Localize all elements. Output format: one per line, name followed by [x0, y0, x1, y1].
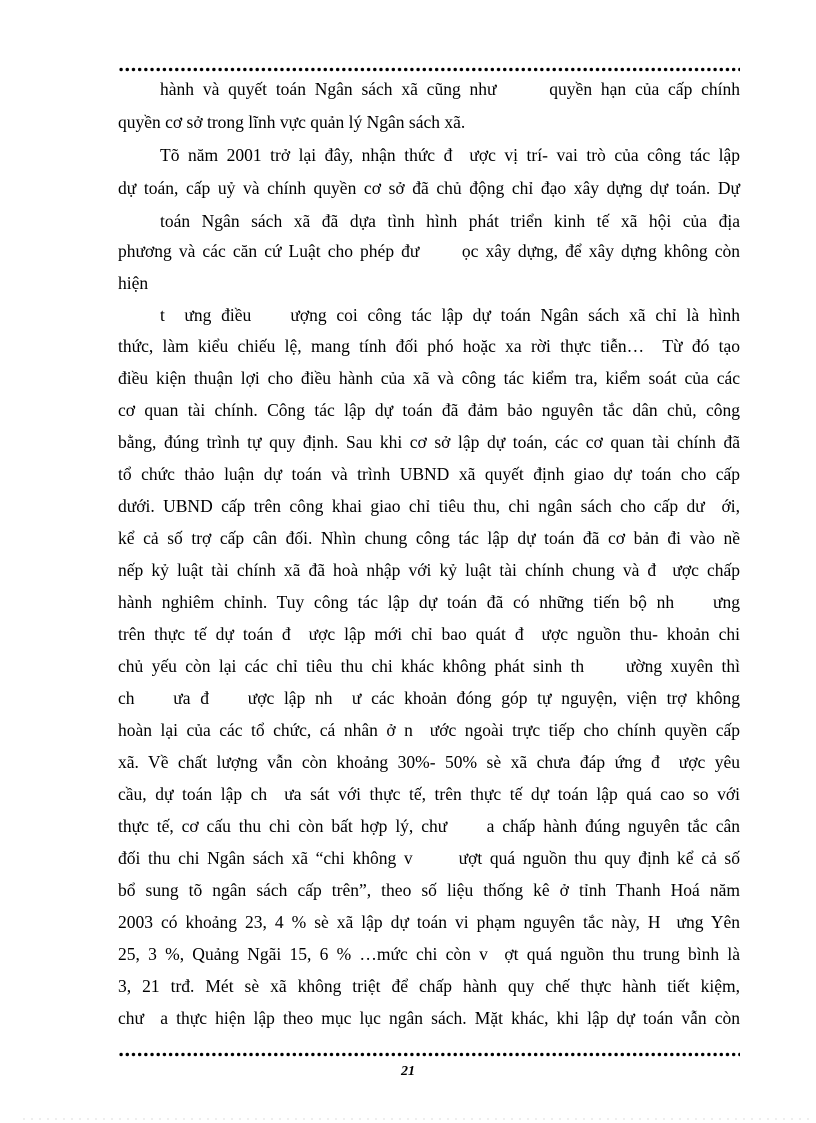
text-line: điều kiện thuận lợi cho điều hành của xã và công tác kiểm tra, kiểm soát của các	[118, 368, 740, 388]
text-line: 2003 có khoảng 23, 4 % sè xã lập dự toán vi phạm nguyên tắc này, H ưng Yên	[118, 912, 740, 932]
text-line: bổ sung tõ ngân sách cấp trên”, theo số liệu thống kê ở tỉnh Thanh Hoá năm	[118, 880, 740, 900]
text-line: nếp kỷ luật tài chính xã đã hoà nhập với kỷ luật tài chính chung và đ ược chấp	[118, 560, 740, 580]
text-line: bằng, đúng trình tự quy định. Sau khi cơ sở lập dự toán, các cơ quan tài chính đã	[118, 432, 740, 452]
text-line: 3, 21 trđ. Mét sè xã không triệt để chấp hành quy chế thực hành tiết kiệm,	[118, 976, 740, 996]
text-line: hành nghiêm chỉnh. Tuy công tác lập dự toán đã có những tiến bộ nh ưng	[118, 592, 740, 612]
text-line: thức, làm kiểu chiếu lệ, mang tính đối phó hoặc xa rời thực tiễn… Từ đó tạo	[118, 336, 740, 356]
text-line: quyền cơ sở trong lĩnh vực quản lý Ngân sách xã.	[118, 112, 466, 132]
text-line: cơ quan tài chính. Công tác lập dự toán đã đảm bảo nguyên tắc dân chủ, công	[118, 400, 740, 420]
text-line: Tõ năm 2001 trở lại đây, nhận thức đ ược vị trí- vai trò của công tác lập	[160, 145, 740, 165]
text-line: phương và các căn cứ Luật cho phép đư ọc xây dựng, để xây dựng không còn	[118, 241, 740, 261]
page-edge-dots	[20, 1118, 810, 1120]
text-line: hiện	[118, 273, 149, 293]
header-dotted-rule	[118, 67, 740, 72]
text-line: ch ưa đ ược lập nh ư các khoản đóng góp tự nguyện, viện trợ không	[118, 688, 740, 708]
text-line: hành và quyết toán Ngân sách xã cũng như quyền hạn của cấp chính	[160, 79, 740, 99]
text-line: dự toán, cấp uỷ và chính quyền cơ sở đã chủ động chỉ đạo xây dựng dự toán. Dự	[118, 178, 740, 198]
text-line: trên thực tế dự toán đ ược lập mới chỉ bao quát đ ược nguồn thu- khoản chi	[118, 624, 740, 644]
text-line: chư a thực hiện lập theo mục lục ngân sách. Mặt khác, khi lập dự toán vẫn còn	[118, 1008, 740, 1028]
text-line: t ưng điều ượng coi công tác lập dự toán Ngân sách xã chỉ là hình	[160, 305, 740, 325]
text-line: toán Ngân sách xã đã dựa tình hình phát triển kinh tế xã hội của địa	[160, 211, 740, 231]
text-line: hoàn lại của các tổ chức, cá nhân ở n ước ngoài trực tiếp cho chính quyền cấp	[118, 720, 740, 740]
text-line: cầu, dự toán lập ch ưa sát với thực tế, trên thực tế dự toán lập quá cao so với	[118, 784, 740, 804]
text-line: thực tế, cơ cấu thu chi còn bất hợp lý, chư a chấp hành đúng nguyên tắc cân	[118, 816, 740, 836]
text-line: xã. Về chất lượng vẫn còn khoảng 30%- 50% sè xã chưa đáp ứng đ ược yêu	[118, 752, 740, 772]
text-line: chủ yếu còn lại các chỉ tiêu thu chi khác không phát sinh th ường xuyên thì	[118, 656, 740, 676]
text-line: đối thu chi Ngân sách xã “chi không v ượt quá nguồn thu quy định kể cả số	[118, 848, 740, 868]
text-line: 25, 3 %, Quảng Ngãi 15, 6 % …mức chi còn v ợt quá nguồn thu trung bình là	[118, 944, 740, 964]
footer-dotted-rule	[118, 1052, 740, 1057]
text-line: tổ chức thảo luận dự toán và trình UBND xã quyết định giao dự toán cho cấp	[118, 464, 740, 484]
page-number: 21	[401, 1064, 415, 1079]
text-line: kể cả số trợ cấp cân đối. Nhìn chung công tác lập dự toán đã cơ bản đi vào nề	[118, 528, 740, 548]
text-line: dưới. UBND cấp trên công khai giao chỉ tiêu thu, chi ngân sách cho cấp dư ới,	[118, 496, 740, 516]
